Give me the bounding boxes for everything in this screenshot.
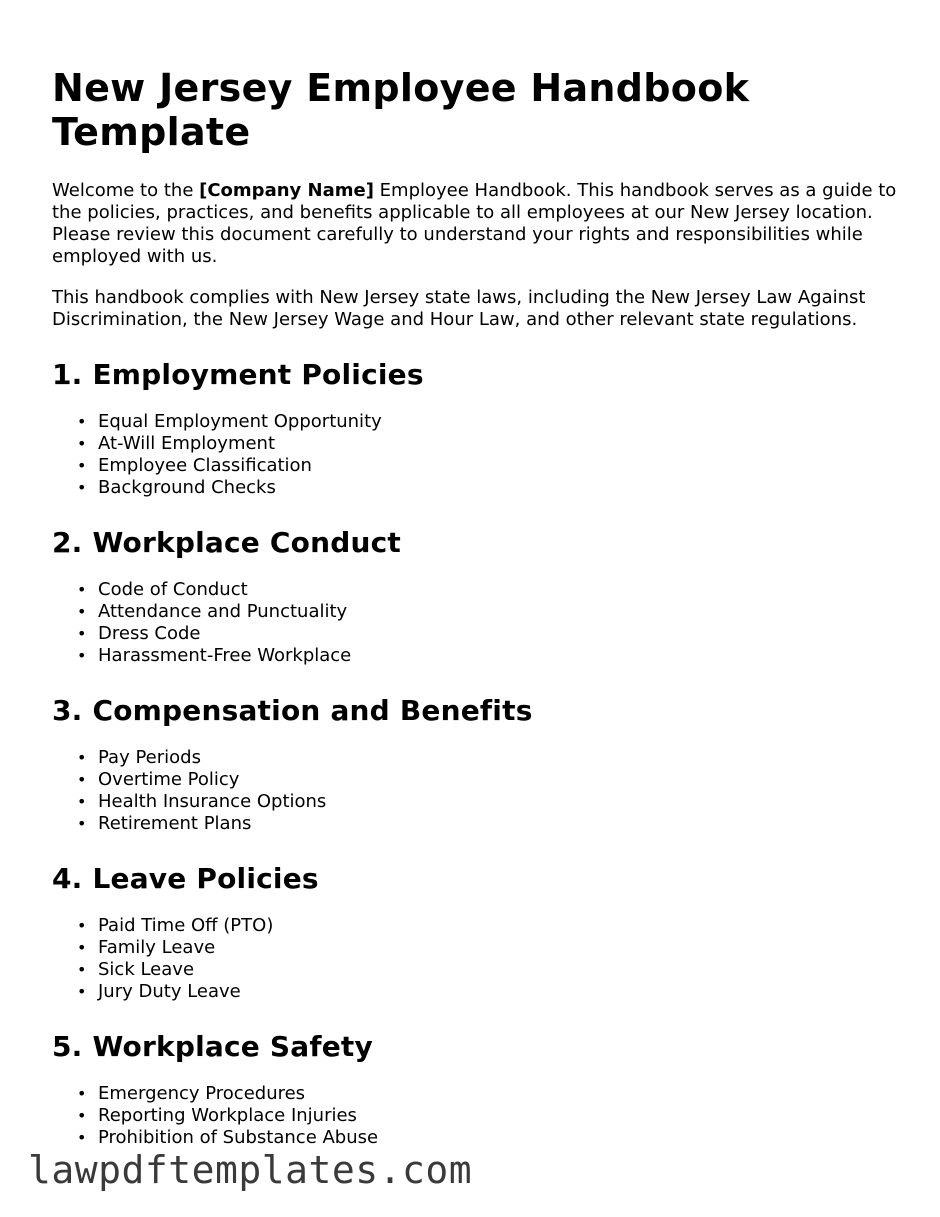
section-leave-policies (52, 862, 902, 1003)
section-list (52, 747, 902, 835)
list-item: • Dress Code (77, 623, 201, 644)
compliance-paragraph: This handbook complies with New Jersey state laws, including the New Jersey Law Against Discrimination, the New Jersey Wage and Hour Law, and other relevant state regulations. (52, 287, 866, 330)
bullet-icon: • (77, 770, 87, 789)
bullet-icon: • (77, 982, 87, 1001)
document-title: New Jersey Employee Handbook Template (52, 66, 750, 154)
list-item: • Background Checks (77, 477, 276, 498)
list-item: • Family Leave (77, 937, 216, 958)
section-heading: 1. Employment Policies (52, 358, 424, 391)
section-workplace-conduct (52, 526, 902, 667)
list-item: • Attendance and Punctuality (77, 601, 348, 622)
bullet-icon: • (77, 478, 87, 497)
section-heading: 3. Compensation and Benefits (52, 694, 533, 727)
section-list (52, 915, 902, 1003)
list-item: • Employee Classification (77, 455, 312, 476)
section-workplace-safety (52, 1030, 902, 1149)
bullet-icon: • (77, 1106, 87, 1125)
bullet-icon: • (77, 646, 87, 665)
list-item: • At-Will Employment (77, 433, 276, 454)
section-list (52, 579, 902, 667)
bullet-icon: • (77, 938, 87, 957)
bullet-icon: • (77, 1084, 87, 1103)
list-item: • Overtime Policy (77, 769, 240, 790)
section-heading: 4. Leave Policies (52, 862, 319, 895)
bullet-icon: • (77, 916, 87, 935)
bullet-icon: • (77, 748, 87, 767)
bullet-icon: • (77, 434, 87, 453)
section-heading: 2. Workplace Conduct (52, 526, 401, 559)
bullet-icon: • (77, 580, 87, 599)
list-item: • Equal Employment Opportunity (77, 411, 382, 432)
document-page (52, 66, 902, 1149)
section-compensation-benefits (52, 694, 902, 835)
list-item: • Pay Periods (77, 747, 201, 768)
bullet-icon: • (77, 412, 87, 431)
list-item: • Paid Time Off (PTO) (77, 915, 274, 936)
bullet-icon: • (77, 1128, 87, 1147)
list-item: • Jury Duty Leave (77, 981, 241, 1002)
bullet-icon: • (77, 624, 87, 643)
section-list (52, 1083, 902, 1149)
list-item: • Code of Conduct (77, 579, 248, 600)
bullet-icon: • (77, 960, 87, 979)
bullet-icon: • (77, 792, 87, 811)
section-employment-policies (52, 358, 902, 499)
list-item: • Reporting Workplace Injuries (77, 1105, 357, 1126)
list-item: • Emergency Procedures (77, 1083, 306, 1104)
list-item: • Harassment-Free Workplace (77, 645, 352, 666)
intro-paragraph (52, 180, 902, 268)
company-name-placeholder: [Company Name] (199, 180, 374, 201)
list-item: • Health Insurance Options (77, 791, 327, 812)
list-item: • Retirement Plans (77, 813, 252, 834)
section-heading: 5. Workplace Safety (52, 1030, 373, 1063)
bullet-icon: • (77, 602, 87, 621)
bullet-icon: • (77, 456, 87, 475)
intro-suffix: Employee Handbook. This handbook serves as a guide to the policies, practices, and benefits applicable to all employees at our New Jersey location. Please review this document carefully to understand your rights and responsibilities while employed with us. (52, 180, 897, 267)
list-item: • Sick Leave (77, 959, 195, 980)
intro-prefix: Welcome to the (52, 180, 200, 201)
list-item: • Prohibition of Substance Abuse (77, 1127, 379, 1148)
section-list (52, 411, 902, 499)
bullet-icon: • (77, 814, 87, 833)
site-watermark: lawpdftemplates.com (28, 1148, 473, 1192)
